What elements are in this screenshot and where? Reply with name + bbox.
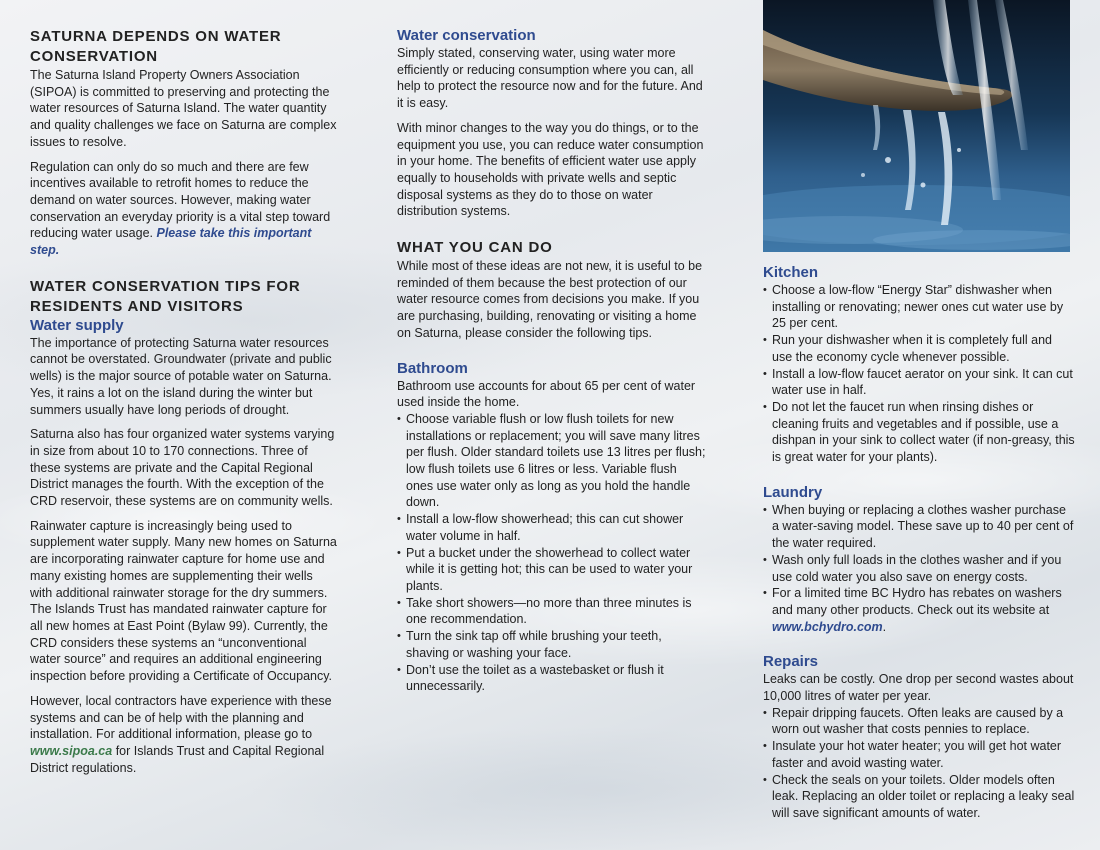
heading-kitchen: Kitchen bbox=[763, 264, 819, 281]
sipoa-link[interactable]: www.sipoa.ca bbox=[30, 743, 113, 758]
conservation-paragraph-1: Simply stated, conserving water, using water more efficiently or reducing consumption where you can, all help to protect the resource now and for the future. And it is easy. bbox=[397, 46, 703, 111]
list-item: • Take short showers—no more than three minutes is one recommendation. bbox=[397, 595, 707, 628]
repairs-intro: Leaks can be costly. One drop per second wastes about 10,000 litres of water per year. bbox=[763, 672, 1074, 704]
list-item: • Check the seals on your toilets. Older models often leak. Replacing an older toilet or replacing a leaky seal will save significant amounts of water. bbox=[763, 772, 1075, 822]
heading-bathroom: Bathroom bbox=[397, 359, 468, 377]
column-left bbox=[30, 27, 338, 776]
list-item: • Wash only full loads in the clothes washer and if you use cold water you also save on energy costs. bbox=[763, 552, 1075, 585]
heading-water-conservation: Water conservation bbox=[397, 27, 536, 44]
laundry-last-after: . bbox=[882, 619, 887, 634]
list-item: • Turn the sink tap off while brushing your teeth, shaving or washing your face. bbox=[397, 628, 707, 661]
regulation-paragraph bbox=[30, 159, 338, 259]
list-item: • Install a low-flow faucet aerator on your sink. It can cut water use in half. bbox=[763, 366, 1075, 399]
bathroom-intro: Bathroom use accounts for about 65 per cent of water used inside the home. bbox=[397, 378, 696, 410]
supply-paragraph-1: The importance of protecting Saturna water resources cannot be overstated. Groundwater (private and public wells) is the major source of potable water on Saturna. Yes, it rains a lot on the island during the winter but summers usually have long periods of drought. bbox=[30, 335, 332, 417]
bathroom-list bbox=[397, 411, 707, 695]
list-item: • Install a low-flow showerhead; this can cut shower water volume in half. bbox=[397, 511, 707, 544]
regulation-text: Regulation can only do so much and there are few incentives available to retrofit homes to reduce the demand on water sources. However, making water conservation an everyday priority is a vital step toward reducing water usage. bbox=[30, 159, 331, 241]
laundry-last-before: For a limited time BC Hydro has rebates on washers and many other products. Check out its website at bbox=[772, 586, 1062, 617]
laundry-list bbox=[763, 502, 1075, 636]
heading-laundry: Laundry bbox=[763, 483, 823, 501]
heading-water-supply: Water supply bbox=[30, 316, 124, 334]
supply-p4-before: However, local contractors have experience with these systems and can be of help with the planning and installation. For additional information, please go to bbox=[30, 693, 332, 742]
list-item: • Insulate your hot water heater; you will get hot water faster and avoid wasting water. bbox=[763, 738, 1075, 771]
repairs-list bbox=[763, 705, 1075, 822]
list-item: • Do not let the faucet run when rinsing dishes or cleaning fruits and vegetables and if possible, use a dishpan in your sink to collect water (if non-greasy, this is great water for your plants). bbox=[763, 399, 1075, 466]
heading-what-you-can-do: WHAT YOU CAN DO bbox=[397, 239, 553, 257]
supply-paragraph-3: Rainwater capture is increasingly being used to supplement water supply. Many new homes on Saturna are incorporating rainwater capture for home use and many existing homes are supplementing their wells with additional rainwater storage for the dry summers. The Islands Trust has mandated rainwater capture for all new homes at East Point (Bylaw 99). Currently, the CRD considers these systems an “unconventional water source” and requires an additional engineering inspection before providing a Certificate of Occupancy. bbox=[30, 518, 337, 684]
list-item: • Don’t use the toilet as a wastebasket or flush it unnecessarily. bbox=[397, 662, 707, 695]
list-item: • When buying or replacing a clothes washer purchase a water-saving model. These save up to 40 per cent of the water required. bbox=[763, 502, 1075, 552]
intro-paragraph: The Saturna Island Property Owners Association (SIPOA) is committed to preserving and protecting the water resources of Saturna Island. The water quantity and quality challenges we face on Saturna are complex issues to resolve. bbox=[30, 68, 337, 149]
supply-p4-after: for Islands Trust and Capital Regional District regulations. bbox=[30, 743, 325, 775]
list-item: • Put a bucket under the showerhead to collect water while it is getting hot; this can be used to water your plants. bbox=[397, 545, 707, 595]
list-item: • Choose variable flush or low flush toilets for new installations or replacement; you will save many litres per flush. Older standard toilets use 13 litres per flush; low flush toilets use 6 litres or less. Variable flush ones use water only as long as you hold the handle down. bbox=[397, 411, 707, 511]
list-item bbox=[763, 585, 1075, 635]
heading-tips: WATER CONSERVATION TIPS FOR RESIDENTS AND VISITORS bbox=[30, 277, 301, 315]
conservation-paragraph-2: With minor changes to the way you do things, or to the equipment you use, you can reduce water consumption in your home. The benefits of efficient water use apply equally to households with private wells and septic disposal systems as they do to those on water distribution systems. bbox=[397, 120, 704, 219]
water-fountain-photo bbox=[763, 0, 1070, 252]
heading-saturna-depends: SATURNA DEPENDS ON WATER CONSERVATION bbox=[30, 28, 282, 65]
bchydro-link[interactable]: www.bchydro.com bbox=[772, 619, 883, 634]
what-paragraph: While most of these ideas are not new, it is useful to be reminded of them because the best protection of our water resource comes from decisions you make. If you are purchasing, building, renovating or visiting a home on Saturna, please consider the following tips. bbox=[397, 259, 703, 340]
kitchen-list bbox=[763, 282, 1075, 466]
supply-paragraph-4 bbox=[30, 693, 338, 777]
list-item: • Run your dishwasher when it is completely full and use the economy cycle whenever possible. bbox=[763, 332, 1075, 365]
column-right bbox=[763, 264, 1075, 822]
list-item: • Repair dripping faucets. Often leaks are caused by a worn out washer that costs pennies to replace. bbox=[763, 705, 1075, 738]
regulation-emphasis: Please take this important step. bbox=[30, 226, 312, 258]
heading-repairs: Repairs bbox=[763, 653, 819, 671]
list-item: • Choose a low-flow “Energy Star” dishwasher when installing or renovating; newer ones cut water use by 25 per cent. bbox=[763, 282, 1075, 332]
column-middle bbox=[397, 27, 707, 695]
supply-paragraph-2: Saturna also has four organized water systems varying in size from about 10 to 170 connections. Three of these systems are private and the Capital Regional District manages the fourth. With the exception of the CRD reservoir, these systems are on community wells. bbox=[30, 427, 335, 509]
